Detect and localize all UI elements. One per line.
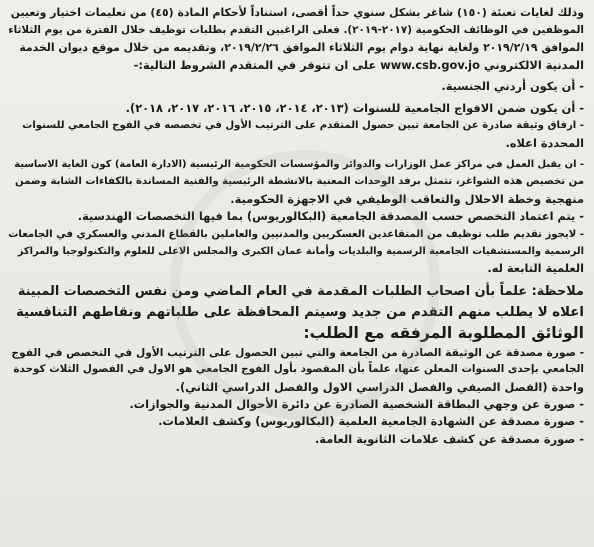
note-heading: ملاحظة: علماً بأن اصحاب الطلبات المقدمة في العام الماضي ومن نفس التخصصات المبينة xyxy=(17,283,584,299)
exclusion-line: العلمية التابعة له. xyxy=(487,261,584,276)
document-item: - صورة مصدقة عن الوثيقة الصادرة من الجامعة والتي تبين الحصول على الترتيب الأول في التخصص في الفوج xyxy=(11,345,584,359)
work-condition-line: منهجية وخطة الاحلال والتعاقب الوظيفي في الاجهزة الحكومية. xyxy=(230,191,584,206)
condition-item: - أن يكون ضمن الافواج الجامعية للسنوات (٢٠١٣، ٢٠١٤، ٢٠١٥، ٢٠١٦، ٢٠١٧، ٢٠١٨). xyxy=(125,100,584,115)
intro-line: الموافق ٢٠١٩/٢/١٩ ولغاية نهاية دوام يوم الثلاثاء الموافق ٢٠١٩/٢/٢٦، وتقديمه من خلال موقع ديوان الخدمة xyxy=(19,41,584,55)
specialty-condition: - يتم اعتماد التخصص حسب المصدقة الجامعية (البكالوريوس) بما فيها التخصصات الهندسية. xyxy=(77,209,584,224)
note-heading: اعلاه لا يطلب منهم التقدم من جديد وسيتم المحافظة على طلباتهم ونقاطهم التنافسية xyxy=(15,304,584,320)
required-documents-heading: الوثائق المطلوبة المرفقه مع الطلب: xyxy=(303,323,584,342)
exclusion-line: - لايجوز تقديم طلب توظيف من المتقاعدين العسكريين والمدنيين والعاملين بالقطاع المدني والعسكري في الجامعات xyxy=(8,228,584,240)
condition-item-continued: المحددة اعلاه. xyxy=(505,135,584,150)
intro-line: الموظفين في الوظائف الحكومية (٢٠١٧-٢٠١٩). فعلى الراغبين التقدم بطلبات توظيف خلال الفترة من يوم الثلاثاء xyxy=(8,23,584,36)
intro-line: المدنية الالكتروني www.csb.gov.jo على ان تتوفر في المتقدم الشروط التالية:- xyxy=(133,57,584,72)
work-condition-line: - ان يقبل العمل في مراكز عمل الوزارات والدوائر والمؤسسات الحكومية الرئيسية (الادارة العامة) كون الغاية الاساسية xyxy=(14,159,584,170)
document-item: الجامعي بإحدى السنوات المعلن عنها، علماً بأن المقصود بأول الفوج الجامعي هو الاول في الفصول الثلاث كوحدة xyxy=(13,363,584,376)
document-item: - صورة مصدقة عن كشف علامات الثانوية العامة. xyxy=(314,431,584,446)
condition-item: - أن يكون أردني الجنسية. xyxy=(441,79,584,94)
condition-item: - ارفاق وثيقة صادرة عن الجامعة تبين حصول المتقدم على الترتيب الأول في تخصصه في الفوج الجامعي للسنوات xyxy=(22,120,584,132)
document-item: - صورة مصدقة عن الشهادة الجامعية العلمية (البكالوريوس) وكشف العلامات. xyxy=(158,414,584,429)
document-item: واحدة (الفصل الصيفي والفصل الدراسي الاول والفصل الدراسي الثاني). xyxy=(175,379,584,394)
exclusion-line: الرسمية والمستشفيات الجامعية الرسمية والبلديات وأمانة عمان الكبرى والمجلس الاعلى للعلوم والتكنولوجيا والمراكز xyxy=(17,246,584,258)
document-item: - صورة عن وجهي البطاقة الشخصية الصادرة عن دائرة الأحوال المدنية والجوازات. xyxy=(129,397,584,412)
intro-paragraph xyxy=(8,4,584,74)
work-condition-line: من تخصيص هذه الشواغر، تتمثل برفد الوحدات المعنية بالانشطة الرئيسية والفنية المساندة بالكفاءات الشابة وضمن xyxy=(14,176,584,188)
intro-line: وذلك لغايات تعبئة (١٥٠) شاغر بشكل سنوي حداً أقصى، استناداً لأحكام المادة (٤٥) من تعليمات اختيار وتعيين xyxy=(10,6,584,19)
